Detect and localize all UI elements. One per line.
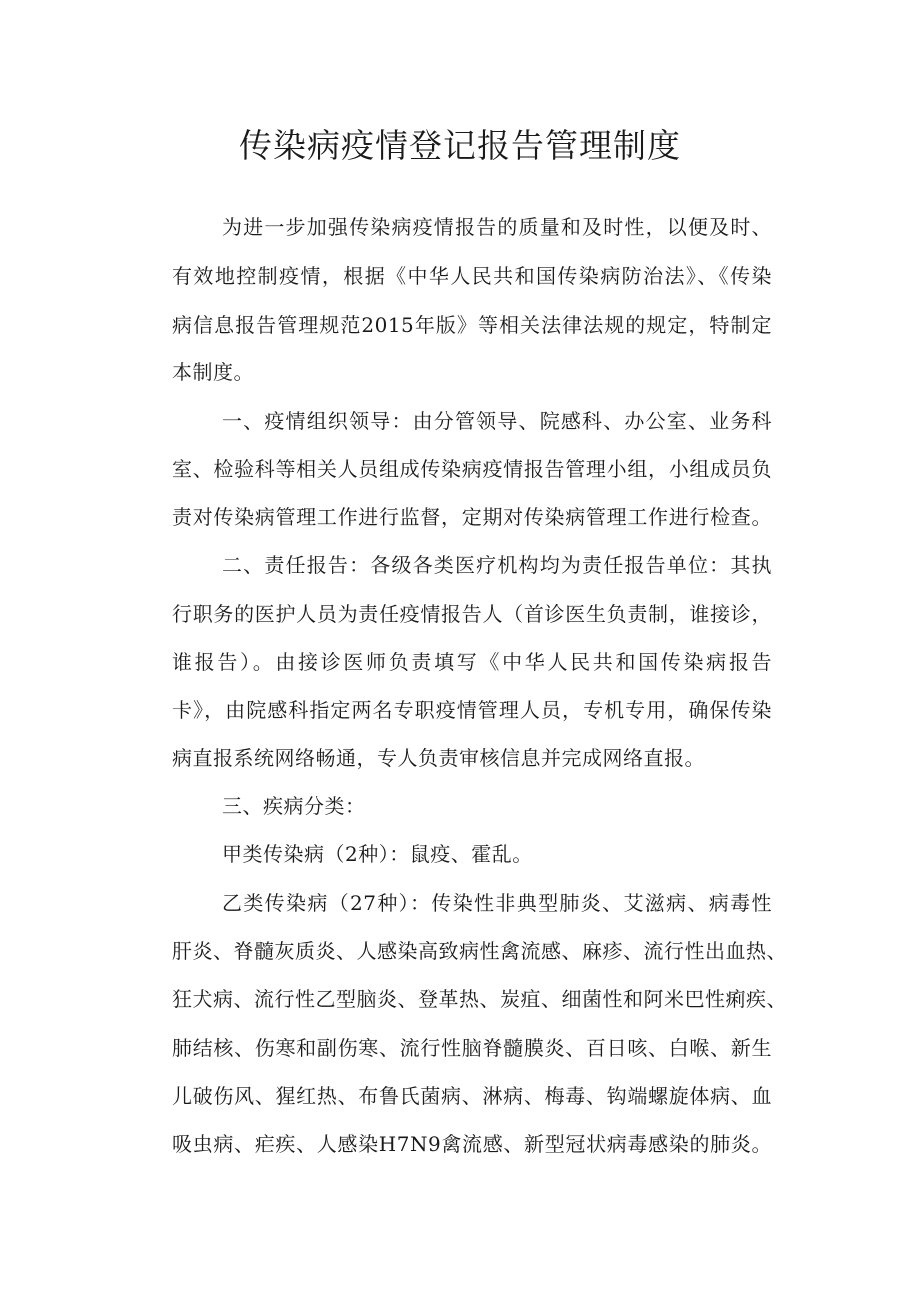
paragraph-line: 为进一步加强传染病疫情报告的质量和及时性，以便及时、 [222,215,772,239]
paragraph-line: 狂犬病、流行性乙型脑炎、登革热、炭疽、细菌性和阿米巴性痢疾、 [172,987,787,1011]
paragraph-line: 责对传染病管理工作进行监督，定期对传染病管理工作进行检查。 [172,505,772,529]
paragraph-line: 谁报告）。由接诊医师负责填写《中华人民共和国传染病报告 [172,650,772,674]
paragraph-line: 行职务的医护人员为责任疫情报告人（首诊医生负责制，谁接诊， [172,602,772,626]
paragraph-line: 乙类传染病（27种）：传染性非典型肺炎、艾滋病、病毒性 [222,891,772,915]
paragraph-line: 儿破伤风、猩红热、布鲁氏菌病、淋病、梅毒、钩端螺旋体病、血 [172,1084,772,1108]
paragraph-line: 病直报系统网络畅通，专人负责审核信息并完成网络直报。 [172,746,705,770]
paragraph-line: 二、责任报告：各级各类医疗机构均为责任报告单位：其执 [222,553,772,577]
paragraph-line: 本制度。 [172,360,254,384]
paragraph-line: 吸虫病、疟疾、人感染H7N9禽流感、新型冠状病毒感染的肺炎。 [172,1132,772,1156]
paragraph-line: 病信息报告管理规范2015年版》等相关法律法规的规定，特制定 [172,313,772,337]
document-title: 传染病疫情登记报告管理制度 [239,126,681,165]
section-heading: 三、疾病分类： [222,794,366,818]
paragraph-line: 甲类传染病（2种）：鼠疫、霍乱。 [222,842,533,866]
paragraph-line: 肺结核、伤寒和副伤寒、流行性脑脊髓膜炎、百日咳、白喉、新生 [172,1036,772,1060]
paragraph-line: 卡》，由院感科指定两名专职疫情管理人员，专机专用，确保传染 [172,698,772,722]
paragraph-line: 有效地控制疫情，根据《中华人民共和国传染病防治法》、《传染 [172,264,772,288]
paragraph-line: 室、检验科等相关人员组成传染病疫情报告管理小组，小组成员负 [172,457,772,481]
paragraph-line: 肝炎、脊髓灰质炎、人感染高致病性禽流感、麻疹、流行性出血热、 [172,939,787,963]
paragraph-line: 一、疫情组织领导：由分管领导、院感科、办公室、业务科 [222,409,772,433]
